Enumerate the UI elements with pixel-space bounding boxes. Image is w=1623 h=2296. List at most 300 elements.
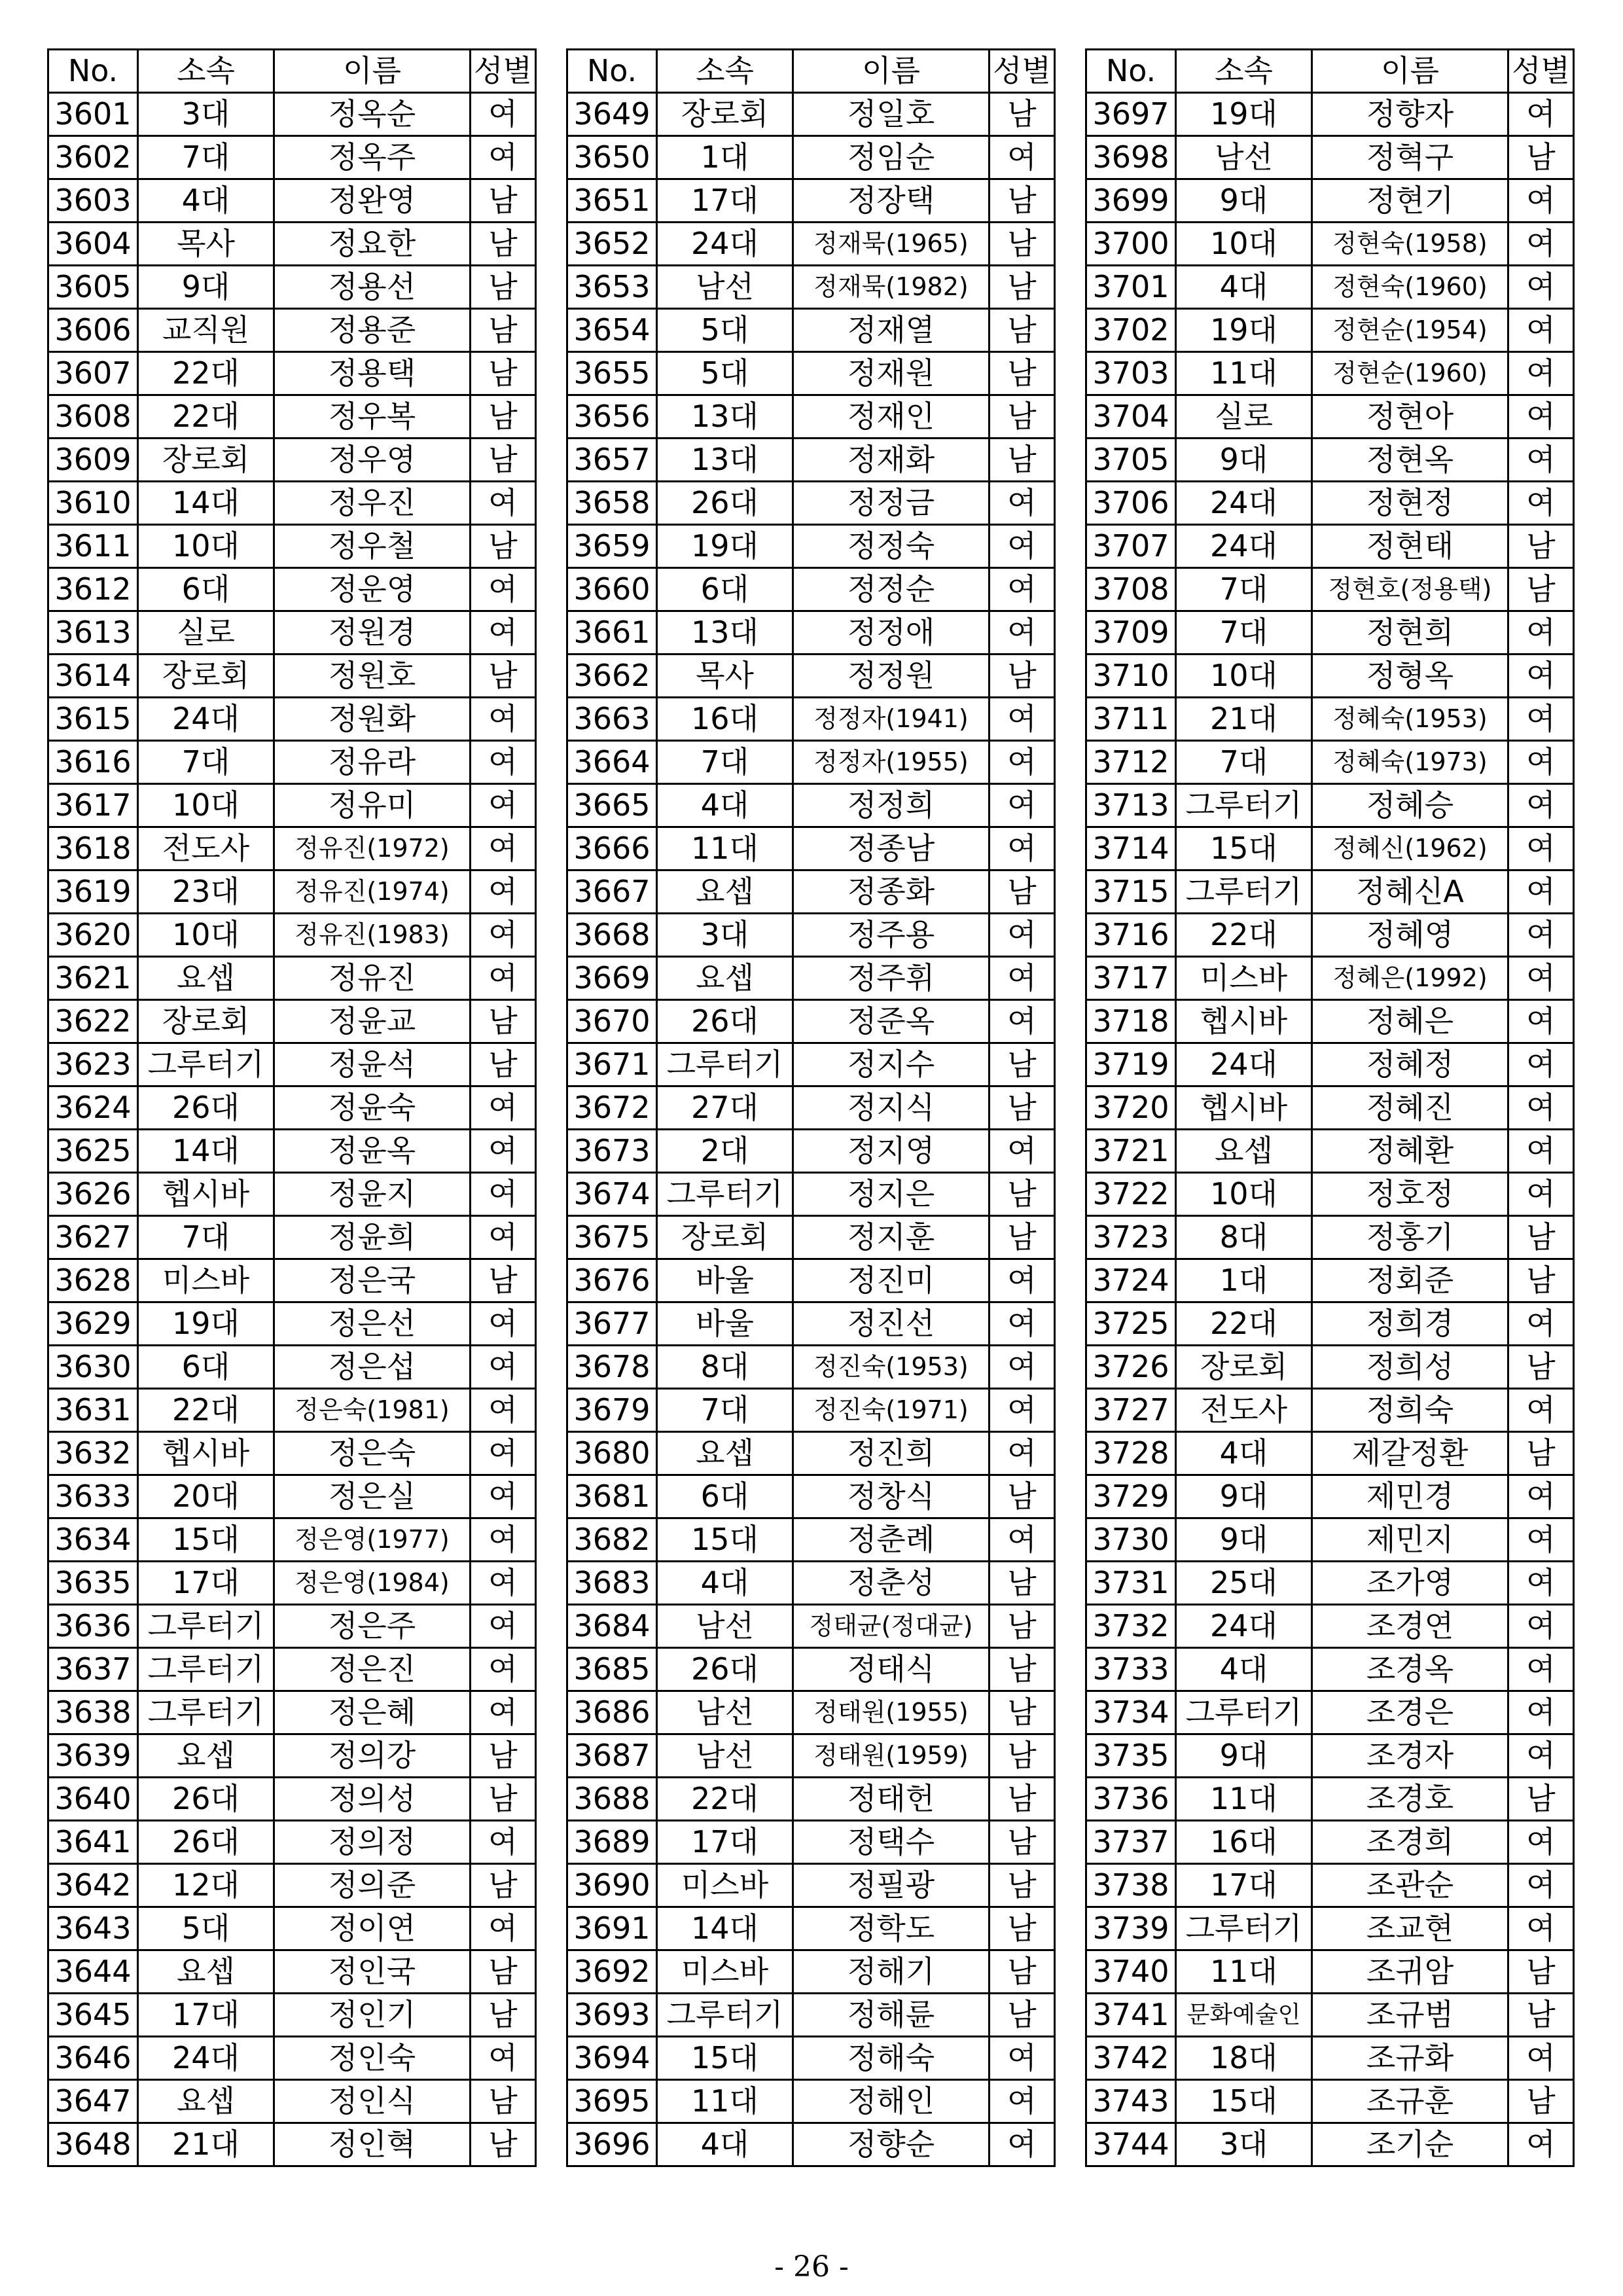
cell-division: 요셉 (138, 1950, 274, 1994)
cell-no: 3655 (567, 352, 657, 395)
table-row (48, 1648, 536, 1691)
cell-name: 정혜신(1962) (1312, 827, 1508, 870)
cell-name: 정은주 (274, 1605, 471, 1648)
cell-name: 정정원 (793, 655, 990, 698)
cell-no: 3611 (48, 525, 138, 568)
cell-name: 정희숙 (1312, 1389, 1508, 1432)
table-row (567, 1691, 1055, 1734)
table-row (48, 1043, 536, 1086)
table-row (567, 352, 1055, 395)
cell-sex: 여 (990, 1346, 1055, 1389)
table-row (567, 482, 1055, 525)
cell-division: 전도사 (138, 827, 274, 870)
table-row (1086, 957, 1574, 1000)
cell-sex: 남 (990, 1734, 1055, 1778)
cell-name: 조경자 (1312, 1734, 1508, 1778)
table-row (567, 179, 1055, 223)
cell-no: 3740 (1086, 1950, 1176, 1994)
table-row (48, 266, 536, 309)
cell-name: 정은선 (274, 1302, 471, 1346)
cell-sex: 여 (1508, 179, 1574, 223)
cell-name: 제민지 (1312, 1518, 1508, 1562)
cell-division: 26대 (138, 1086, 274, 1130)
cell-name: 정진미 (793, 1259, 990, 1302)
cell-name: 정현호(정용택) (1312, 568, 1508, 611)
cell-no: 3637 (48, 1648, 138, 1691)
cell-name: 정해기 (793, 1950, 990, 1994)
table-row (567, 309, 1055, 352)
table-row (1086, 1173, 1574, 1216)
cell-no: 3601 (48, 93, 138, 136)
cell-name: 정정애 (793, 611, 990, 655)
cell-sex: 여 (990, 568, 1055, 611)
cell-sex: 남 (990, 1086, 1055, 1130)
cell-name: 정종남 (793, 827, 990, 870)
cell-name: 정용택 (274, 352, 471, 395)
cell-name: 정재묵(1965) (793, 223, 990, 266)
table-row (48, 525, 536, 568)
cell-no: 3730 (1086, 1518, 1176, 1562)
cell-sex: 여 (1508, 1086, 1574, 1130)
cell-sex: 여 (990, 2037, 1055, 2080)
table-row (48, 136, 536, 179)
cell-sex: 여 (990, 1389, 1055, 1432)
cell-no: 3679 (567, 1389, 657, 1432)
cell-sex: 여 (1508, 611, 1574, 655)
cell-division: 11대 (1176, 1950, 1312, 1994)
cell-sex: 남 (1508, 2080, 1574, 2123)
table-row (48, 179, 536, 223)
cell-sex: 남 (990, 223, 1055, 266)
cell-no: 3721 (1086, 1130, 1176, 1173)
cell-sex: 남 (471, 525, 536, 568)
table-row (1086, 1562, 1574, 1605)
cell-sex: 여 (1508, 439, 1574, 482)
cell-sex: 남 (990, 309, 1055, 352)
cell-division: 전도사 (1176, 1389, 1312, 1432)
cell-no: 3619 (48, 870, 138, 914)
table-row (567, 1778, 1055, 1821)
cell-division: 24대 (657, 223, 793, 266)
cell-sex: 남 (990, 655, 1055, 698)
cell-sex: 여 (1508, 395, 1574, 439)
cell-no: 3653 (567, 266, 657, 309)
cell-division: 그루터기 (657, 1994, 793, 2037)
cell-sex: 여 (990, 784, 1055, 827)
cell-division: 10대 (138, 525, 274, 568)
cell-sex: 남 (990, 1691, 1055, 1734)
cell-division: 13대 (657, 611, 793, 655)
table-row (567, 870, 1055, 914)
cell-sex: 남 (471, 223, 536, 266)
cell-sex: 여 (990, 611, 1055, 655)
cell-no: 3711 (1086, 698, 1176, 741)
table-row (567, 568, 1055, 611)
cell-division: 10대 (1176, 1173, 1312, 1216)
cell-name: 정해인 (793, 2080, 990, 2123)
cell-sex: 여 (990, 698, 1055, 741)
cell-sex: 여 (1508, 1648, 1574, 1691)
cell-division: 요셉 (138, 1734, 274, 1778)
table-row (48, 698, 536, 741)
cell-no: 3603 (48, 179, 138, 223)
cell-division: 그루터기 (1176, 1691, 1312, 1734)
cell-division: 26대 (657, 482, 793, 525)
table-row (48, 1864, 536, 1907)
cell-no: 3734 (1086, 1691, 1176, 1734)
cell-division: 요셉 (657, 1432, 793, 1475)
cell-no: 3685 (567, 1648, 657, 1691)
cell-name: 정은영(1977) (274, 1518, 471, 1562)
cell-division: 7대 (1176, 611, 1312, 655)
cell-sex: 남 (1508, 1950, 1574, 1994)
cell-no: 3737 (1086, 1821, 1176, 1864)
cell-no: 3710 (1086, 655, 1176, 698)
cell-name: 정진희 (793, 1432, 990, 1475)
cell-division: 남선 (657, 1734, 793, 1778)
cell-division: 장로회 (657, 1216, 793, 1259)
table-row (1086, 525, 1574, 568)
cell-no: 3620 (48, 914, 138, 957)
cell-division: 8대 (657, 1346, 793, 1389)
cell-name: 정지영 (793, 1130, 990, 1173)
table-row (1086, 1389, 1574, 1432)
table-row (48, 870, 536, 914)
cell-no: 3627 (48, 1216, 138, 1259)
table-row (48, 611, 536, 655)
cell-no: 3709 (1086, 611, 1176, 655)
cell-name: 정준옥 (793, 1000, 990, 1043)
table-row (48, 1605, 536, 1648)
cell-sex: 남 (990, 93, 1055, 136)
table-row (48, 1130, 536, 1173)
table-row (567, 957, 1055, 1000)
header-sex: 성별 (1508, 50, 1574, 93)
cell-division: 22대 (657, 1778, 793, 1821)
cell-sex: 여 (1508, 655, 1574, 698)
cell-sex: 남 (990, 1043, 1055, 1086)
cell-name: 정희경 (1312, 1302, 1508, 1346)
table-row (1086, 439, 1574, 482)
cell-sex: 여 (1508, 2123, 1574, 2166)
cell-name: 정혜환 (1312, 1130, 1508, 1173)
cell-sex: 여 (990, 1259, 1055, 1302)
cell-sex: 여 (471, 1216, 536, 1259)
table-row (1086, 179, 1574, 223)
cell-name: 정의준 (274, 1864, 471, 1907)
cell-division: 장로회 (138, 655, 274, 698)
cell-no: 3612 (48, 568, 138, 611)
cell-name: 정형옥 (1312, 655, 1508, 698)
cell-no: 3656 (567, 395, 657, 439)
cell-sex: 여 (1508, 2037, 1574, 2080)
cell-name: 정주휘 (793, 957, 990, 1000)
cell-division: 6대 (657, 1475, 793, 1518)
table-row (1086, 395, 1574, 439)
cell-division: 4대 (1176, 1648, 1312, 1691)
cell-division: 24대 (1176, 1043, 1312, 1086)
cell-name: 정혜영 (1312, 914, 1508, 957)
cell-no: 3660 (567, 568, 657, 611)
cell-division: 9대 (1176, 179, 1312, 223)
cell-division: 9대 (1176, 1475, 1312, 1518)
table-row (1086, 568, 1574, 611)
cell-no: 3617 (48, 784, 138, 827)
table-row (567, 1907, 1055, 1950)
table-row (1086, 1734, 1574, 1778)
cell-no: 3613 (48, 611, 138, 655)
table-row (1086, 1302, 1574, 1346)
cell-division: 22대 (138, 352, 274, 395)
cell-name: 정재인 (793, 395, 990, 439)
cell-no: 3662 (567, 655, 657, 698)
cell-name: 정완영 (274, 179, 471, 223)
cell-no: 3625 (48, 1130, 138, 1173)
cell-no: 3676 (567, 1259, 657, 1302)
cell-division: 3대 (657, 914, 793, 957)
cell-division: 19대 (138, 1302, 274, 1346)
cell-sex: 여 (471, 1475, 536, 1518)
cell-division: 헵시바 (1176, 1000, 1312, 1043)
header-division: 소속 (1176, 50, 1312, 93)
cell-no: 3701 (1086, 266, 1176, 309)
cell-no: 3675 (567, 1216, 657, 1259)
cell-no: 3683 (567, 1562, 657, 1605)
cell-division: 22대 (138, 395, 274, 439)
cell-division: 남선 (657, 1691, 793, 1734)
cell-name: 정해숙 (793, 2037, 990, 2080)
cell-sex: 여 (471, 136, 536, 179)
cell-name: 정은숙 (274, 1432, 471, 1475)
cell-no: 3643 (48, 1907, 138, 1950)
cell-name: 조경희 (1312, 1821, 1508, 1864)
cell-sex: 남 (990, 870, 1055, 914)
table-row (567, 1605, 1055, 1648)
cell-division: 그루터기 (138, 1605, 274, 1648)
cell-sex: 남 (471, 1259, 536, 1302)
cell-division: 7대 (138, 1216, 274, 1259)
cell-division: 5대 (657, 309, 793, 352)
table-row (567, 1346, 1055, 1389)
table-row (48, 741, 536, 784)
cell-no: 3674 (567, 1173, 657, 1216)
cell-name: 정현정 (1312, 482, 1508, 525)
cell-division: 14대 (657, 1907, 793, 1950)
cell-sex: 여 (471, 1173, 536, 1216)
cell-name: 정유라 (274, 741, 471, 784)
cell-name: 정혜숙(1973) (1312, 741, 1508, 784)
cell-sex: 여 (471, 1086, 536, 1130)
cell-division: 20대 (138, 1475, 274, 1518)
cell-name: 정혜은 (1312, 1000, 1508, 1043)
cell-no: 3665 (567, 784, 657, 827)
cell-name: 정재열 (793, 309, 990, 352)
table-row (567, 136, 1055, 179)
cell-division: 1대 (657, 136, 793, 179)
cell-sex: 여 (1508, 309, 1574, 352)
cell-sex: 남 (990, 395, 1055, 439)
cell-division: 11대 (657, 827, 793, 870)
table-row (567, 784, 1055, 827)
cell-name: 정택수 (793, 1821, 990, 1864)
cell-no: 3671 (567, 1043, 657, 1086)
cell-division: 21대 (138, 2123, 274, 2166)
cell-sex: 여 (990, 1000, 1055, 1043)
cell-name: 정혜은(1992) (1312, 957, 1508, 1000)
cell-sex: 여 (1508, 1389, 1574, 1432)
cell-name: 정원경 (274, 611, 471, 655)
cell-sex: 여 (1508, 1734, 1574, 1778)
cell-sex: 여 (1508, 1562, 1574, 1605)
table-row (567, 914, 1055, 957)
table-row (567, 525, 1055, 568)
cell-no: 3624 (48, 1086, 138, 1130)
cell-division: 4대 (657, 784, 793, 827)
cell-division: 그루터기 (657, 1173, 793, 1216)
cell-no: 3630 (48, 1346, 138, 1389)
cell-division: 17대 (138, 1562, 274, 1605)
cell-name: 정해륜 (793, 1994, 990, 2037)
cell-sex: 여 (990, 1518, 1055, 1562)
cell-no: 3729 (1086, 1475, 1176, 1518)
table-row (1086, 482, 1574, 525)
cell-sex: 여 (990, 827, 1055, 870)
cell-no: 3608 (48, 395, 138, 439)
cell-sex: 여 (990, 957, 1055, 1000)
cell-sex: 여 (471, 1605, 536, 1648)
table-row (1086, 1346, 1574, 1389)
cell-name: 정은숙(1981) (274, 1389, 471, 1432)
cell-sex: 남 (1508, 1994, 1574, 2037)
table-row (567, 1432, 1055, 1475)
table-row (567, 611, 1055, 655)
cell-no: 3705 (1086, 439, 1176, 482)
cell-name: 정은영(1984) (274, 1562, 471, 1605)
cell-sex: 남 (471, 1864, 536, 1907)
cell-name: 정정순 (793, 568, 990, 611)
cell-division: 26대 (657, 1648, 793, 1691)
cell-no: 3616 (48, 741, 138, 784)
header-row (1086, 50, 1574, 93)
cell-no: 3739 (1086, 1907, 1176, 1950)
cell-division: 17대 (657, 179, 793, 223)
table-row (48, 1173, 536, 1216)
cell-division: 바울 (657, 1259, 793, 1302)
header-sex: 성별 (471, 50, 536, 93)
cell-sex: 여 (990, 914, 1055, 957)
cell-no: 3633 (48, 1475, 138, 1518)
cell-no: 3650 (567, 136, 657, 179)
cell-division: 24대 (1176, 482, 1312, 525)
cell-sex: 남 (990, 352, 1055, 395)
cell-division: 바울 (657, 1302, 793, 1346)
cell-sex: 여 (471, 482, 536, 525)
cell-division: 16대 (657, 698, 793, 741)
cell-sex: 남 (1508, 525, 1574, 568)
cell-sex: 남 (471, 1950, 536, 1994)
table-row (48, 784, 536, 827)
cell-no: 3634 (48, 1518, 138, 1562)
cell-division: 1대 (1176, 1259, 1312, 1302)
cell-sex: 남 (990, 1907, 1055, 1950)
cell-name: 정유진(1972) (274, 827, 471, 870)
cell-sex: 여 (471, 784, 536, 827)
cell-name: 정유진(1983) (274, 914, 471, 957)
cell-sex: 남 (471, 2080, 536, 2123)
cell-sex: 여 (1508, 741, 1574, 784)
table-row (1086, 1648, 1574, 1691)
cell-no: 3604 (48, 223, 138, 266)
cell-name: 정현기 (1312, 179, 1508, 223)
cell-name: 조규훈 (1312, 2080, 1508, 2123)
cell-no: 3682 (567, 1518, 657, 1562)
cell-sex: 남 (1508, 1432, 1574, 1475)
cell-name: 정주용 (793, 914, 990, 957)
cell-division: 7대 (138, 136, 274, 179)
cell-no: 3615 (48, 698, 138, 741)
cell-division: 10대 (1176, 223, 1312, 266)
cell-division: 미스바 (1176, 957, 1312, 1000)
cell-division: 그루터기 (138, 1648, 274, 1691)
table-row (567, 741, 1055, 784)
cell-division: 장로회 (1176, 1346, 1312, 1389)
cell-sex: 여 (471, 1691, 536, 1734)
table-row (48, 439, 536, 482)
cell-no: 3694 (567, 2037, 657, 2080)
cell-sex: 여 (990, 1432, 1055, 1475)
cell-no: 3658 (567, 482, 657, 525)
cell-sex: 여 (1508, 1821, 1574, 1864)
cell-sex: 여 (471, 957, 536, 1000)
table-row (48, 223, 536, 266)
cell-sex: 남 (1508, 1259, 1574, 1302)
cell-sex: 여 (990, 136, 1055, 179)
cell-no: 3743 (1086, 2080, 1176, 2123)
cell-name: 정윤희 (274, 1216, 471, 1259)
cell-no: 3699 (1086, 179, 1176, 223)
cell-division: 4대 (138, 179, 274, 223)
cell-name: 정종화 (793, 870, 990, 914)
header-no: No. (1086, 50, 1176, 93)
cell-division: 남선 (657, 1605, 793, 1648)
cell-division: 19대 (1176, 93, 1312, 136)
cell-sex: 여 (1508, 1518, 1574, 1562)
table-row (48, 1216, 536, 1259)
cell-no: 3626 (48, 1173, 138, 1216)
cell-sex: 여 (471, 1648, 536, 1691)
cell-name: 정혜승 (1312, 784, 1508, 827)
table-row (1086, 1130, 1574, 1173)
cell-sex: 여 (1508, 1130, 1574, 1173)
cell-division: 4대 (657, 1562, 793, 1605)
cell-no: 3635 (48, 1562, 138, 1605)
cell-name: 정요한 (274, 223, 471, 266)
cell-sex: 여 (1508, 223, 1574, 266)
table-row (1086, 1691, 1574, 1734)
table-row (48, 93, 536, 136)
cell-division: 7대 (657, 1389, 793, 1432)
cell-division: 그루터기 (138, 1691, 274, 1734)
cell-name: 정홍기 (1312, 1216, 1508, 1259)
cell-division: 25대 (1176, 1562, 1312, 1605)
table-row (1086, 1432, 1574, 1475)
cell-no: 3725 (1086, 1302, 1176, 1346)
cell-sex: 여 (1508, 1907, 1574, 1950)
cell-name: 정의성 (274, 1778, 471, 1821)
cell-no: 3700 (1086, 223, 1176, 266)
cell-name: 정인국 (274, 1950, 471, 1994)
cell-division: 남선 (657, 266, 793, 309)
